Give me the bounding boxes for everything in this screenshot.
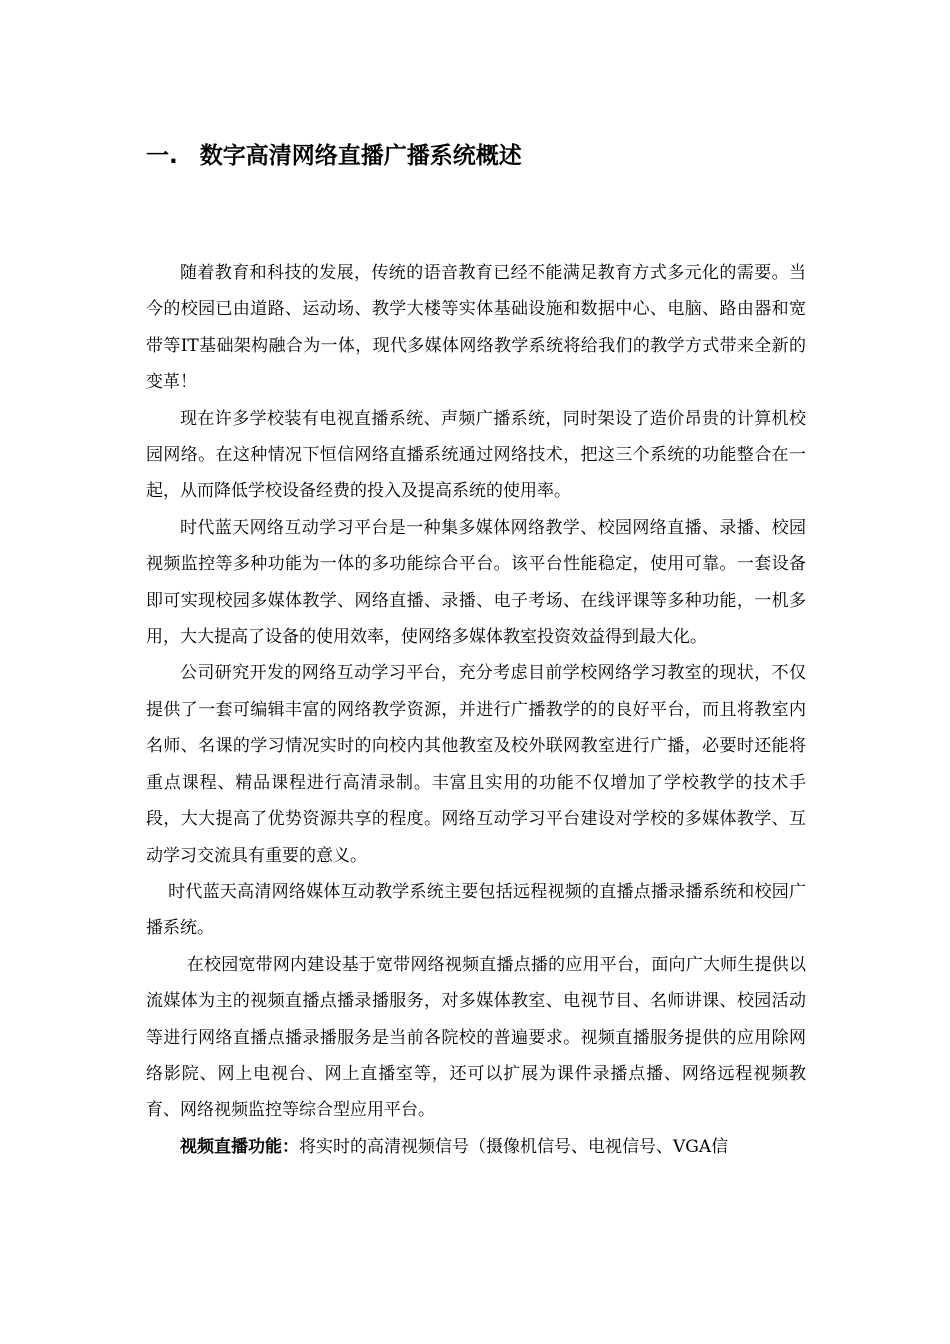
section-title: 数字高清网络直播广播系统概述 bbox=[199, 143, 522, 169]
section-number: 一. bbox=[146, 143, 178, 169]
paragraph-current-situation: 现在许多学校装有电视直播系统、声频广播系统，同时架设了造价昂贵的计算机校园网络。在这种情况下恒信网络直播系统通过网络技术，把这三个系统的功能整合在一起，从而降低学校设备经费的投入及提高系统的使用率。 bbox=[146, 408, 806, 502]
document-body bbox=[146, 255, 806, 1165]
paragraph-intro: 随着教育和科技的发展，传统的语音教育已经不能满足教育方式多元化的需要。当今的校园已由道路、运动场、教学大楼等实体基础设施和数据中心、电脑、路由器和宽带等IT基础架构融合为一体，现代多媒体网络教学系统将给我们的教学方式带来全新的变革！ bbox=[146, 263, 806, 393]
paragraph-live-function bbox=[146, 1129, 806, 1165]
live-function-label: 视频直播功能： bbox=[180, 1136, 299, 1157]
live-function-text: 将实时的高清视频信号（摄像机信号、电视信号、VGA信 bbox=[299, 1136, 729, 1157]
paragraph-system-components: 时代蓝天高清网络媒体互动教学系统主要包括远程视频的直播点播录播系统和校园广播系统。 bbox=[146, 881, 806, 939]
paragraph-company-platform: 公司研究开发的网络互动学习平台，充分考虑目前学校网络学习教室的现状，不仅提供了一套可编辑丰富的网络教学资源，并进行广播教学的的良好平台，而且将教室内名师、名课的学习情况实时的向校内其他教室及校外联网教室进行广播，必要时还能将重点课程、精品课程进行高清录制。丰富且实用的功能不仅增加了学校教学的技术手段，大大提高了优势资源共享的程度。网络互动学习平台建设对学校的多媒体教学、互动学习交流具有重要的意义。 bbox=[146, 663, 806, 866]
section-heading bbox=[146, 140, 522, 172]
paragraph-campus-network: 在校园宽带网内建设基于宽带网络视频直播点播的应用平台，面向广大师生提供以流媒体为主的视频直播点播录播服务，对多媒体教室、电视节目、名师讲课、校园活动等进行网络直播点播录播服务是当前各院校的普遍要求。视频直播服务提供的应用除网络影院、网上电视台、网上直播室等，还可以扩展为课件录播点播、网络远程视频教育、网络视频监控等综合型应用平台。 bbox=[146, 954, 806, 1121]
paragraph-platform-overview: 时代蓝天网络互动学习平台是一种集多媒体网络教学、校园网络直播、录播、校园视频监控等多种功能为一体的多功能综合平台。该平台性能稳定，使用可靠。一套设备即可实现校园多媒体教学、网络直播、录播、电子考场、在线评课等多种功能，一机多用，大大提高了设备的使用效率，使网络多媒体教室投资效益得到最大化。 bbox=[146, 517, 806, 648]
